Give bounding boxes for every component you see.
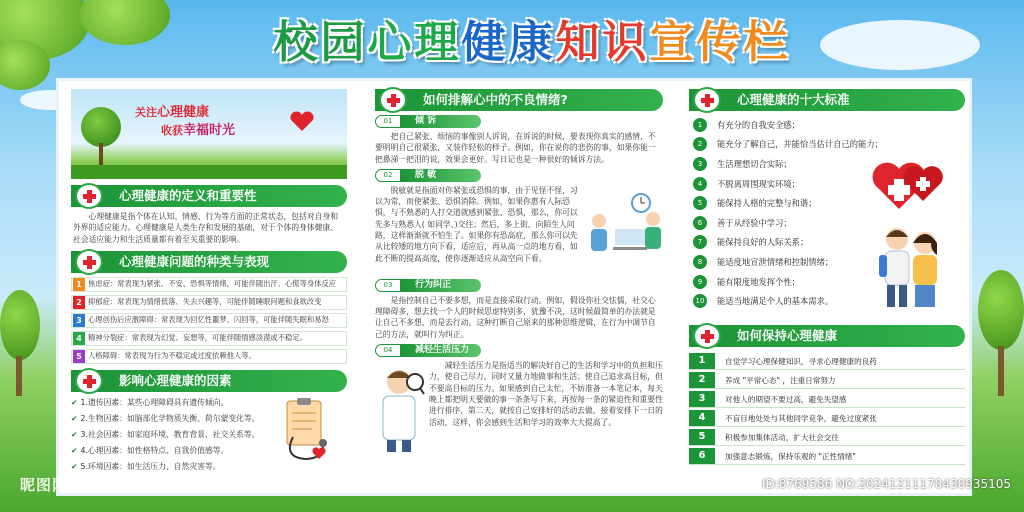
method-heading	[375, 344, 663, 357]
standard-text: 能有限度地发挥个性；	[717, 276, 800, 287]
tree	[978, 270, 1024, 400]
medical-cross-icon	[379, 87, 407, 113]
image-id-text: ID:8769586 NO:20241211170430935105	[762, 477, 1012, 491]
problem-type-text: 焦虑症：常表现为紧张、不安、恐惧等情绪，可能伴随出汗、心慌等身体反应	[88, 279, 337, 289]
method-text: 是指控制自己不要多想，而是直接采取行动。例如，假设你社交怯懦，社交心理障碍多，想去找一个人的时候思虑特别多，犹豫不决，这时候最简单的办法就是让自己不多想，而是去行动。这种打断自己原来的那种思维逻辑，在行为中调节自己的方法，就叫行为纠正。	[375, 295, 656, 339]
title-part-4: 知识	[555, 17, 650, 68]
problem-type-text: 抑郁症：常表现为情绪低落、失去兴趣等，可能伴随睡眠问题和食欲改变	[88, 297, 322, 307]
keep-healthy-item	[689, 353, 965, 370]
standard-item	[689, 135, 965, 155]
title-part-5: 宣传栏	[649, 17, 791, 68]
red-hearts-icon	[869, 153, 949, 213]
factor-area	[71, 395, 347, 475]
content-board	[56, 78, 972, 496]
column-left	[71, 89, 347, 475]
method-label: 减轻生活压力	[401, 344, 481, 357]
method-label: 倾 诉	[401, 115, 481, 128]
check-icon: ✔	[71, 461, 78, 471]
problem-type-text: 心理创伤后应激障碍：常表现为回忆性噩梦、闪回等，可能伴随失眠和易怒	[88, 315, 329, 325]
standard-text: 生活理想切合实际；	[717, 158, 792, 169]
factor-text: 2.生物因素：如脑部化学物质失衡、荷尔蒙变化等。	[80, 413, 260, 423]
method-text: 把自己紧张、烦恼的事像别人诉说，在诉说的时候，要表现你真实的感情，不要明明自己很紧张，又装作轻松的样子。例如，你在说你的悲伤的事，如果你能一把鼻涕一把泪的说，效果会更好。写日记也是一种很好的倾诉方法。	[375, 132, 656, 164]
problem-type-number: 1	[73, 278, 85, 291]
standard-number: 3	[693, 157, 707, 171]
method-heading	[375, 279, 663, 292]
problem-type-item	[71, 295, 347, 310]
problem-type-item	[71, 277, 347, 292]
keep-healthy-item	[689, 410, 965, 427]
poster-title	[212, 8, 852, 68]
emotion-method	[375, 169, 663, 275]
keep-healthy-text: 自觉学习心理保健知识，寻求心理健康的良药	[725, 356, 877, 366]
problem-type-number: 5	[73, 350, 85, 363]
keep-healthy-text: 对他人的期望不要过高，避免失望感	[725, 394, 847, 404]
emotion-method	[375, 279, 663, 340]
leaves-decoration	[80, 0, 170, 45]
standard-text: 能适度地宣泄情绪和控制情绪；	[717, 256, 834, 267]
banner-image	[71, 89, 347, 179]
keep-healthy-text: 养成 "平常心态" ，注重日常努力	[725, 375, 836, 385]
title-part-2: 心理	[367, 17, 462, 68]
emotion-method	[375, 344, 663, 428]
method-number: 02	[375, 169, 401, 182]
emotion-method	[375, 115, 663, 165]
factor-text: 4.心理因素：如性格特点、自我价值感等。	[80, 445, 229, 455]
heart-tree-icon	[81, 107, 121, 147]
watermark: 昵图网 www.nipic.com	[20, 476, 215, 494]
keep-healthy-number: 5	[689, 429, 715, 445]
standard-text: 能充分了解自己，并能恰当估计自己的能力；	[717, 139, 883, 150]
keep-healthy-number: 2	[689, 372, 715, 388]
keep-healthy-text: 积极参加集体活动，扩大社会交往	[725, 432, 839, 442]
problem-type-item	[71, 349, 347, 364]
method-label: 行为纠正	[401, 279, 481, 292]
column-right	[689, 89, 965, 467]
standard-number: 9	[693, 275, 707, 289]
factor-text: 1.遗传因素：某些心理障碍具有遗传倾向。	[80, 397, 229, 407]
section-heading-factors: 影响心理健康的因素	[71, 370, 347, 392]
problem-type-number: 4	[73, 332, 85, 345]
problem-type-item	[71, 313, 347, 328]
standard-number: 2	[693, 137, 707, 151]
emotion-methods	[375, 115, 663, 428]
standard-number: 6	[693, 216, 707, 230]
section-heading-emotions: 如何排解心中的不良情绪?	[375, 89, 663, 111]
standard-number: 4	[693, 177, 707, 191]
problem-type-number: 3	[73, 314, 85, 327]
standard-text: 能保持人格的完整与和谐；	[717, 198, 817, 209]
keep-healthy-item	[689, 429, 965, 446]
standard-text: 有充分的自我安全感；	[717, 119, 800, 130]
keep-healthy-number: 6	[689, 448, 715, 464]
method-label: 脱 敏	[401, 169, 481, 182]
students-illustration	[873, 223, 949, 309]
keep-healthy-number: 1	[689, 353, 715, 369]
keep-healthy-item	[689, 372, 965, 389]
problem-type-text: 精神分裂症：常表现为幻觉、妄想等，可能伴随情感淡漠或不稳定。	[88, 333, 307, 343]
check-icon: ✔	[71, 413, 78, 423]
standard-number: 1	[693, 118, 707, 132]
standard-text: 能适当地满足个人的基本需求。	[717, 296, 834, 307]
section-heading-problem-types: 心理健康问题的种类与表现	[71, 251, 347, 273]
factor-text: 5.环境因素：如生活压力、自然灾害等。	[80, 461, 221, 471]
standard-number: 8	[693, 255, 707, 269]
method-heading	[375, 115, 663, 128]
method-text: 脱敏就是指面对你紧张或恐惧的事，由于见怪不怪，习以为常，而使紧张、恐惧消除。例如，如果你惠有人际恐惧，与不熟悉的人打交道就感到紧张、恐惧，那么，你可以先多与熟悉人( 如同学、)交往；然后，多上街，向陌生人问路，这样渐渐就不怕生了。如果你有恐高症，那么你可以先从比较矮的地方向下看，适应后，再从高一点的地方看，如此不断的提高高度，使你逐渐适应从高空向下看。	[375, 185, 578, 263]
standards-area	[689, 115, 965, 311]
doctor-illustration	[375, 364, 425, 454]
title-part-1: 校园	[273, 17, 368, 68]
problem-type-text: 人格障碍：常表现为行为不稳定或过度依赖他人等。	[88, 351, 256, 361]
banner-line-1: 关注心理健康	[135, 105, 210, 120]
section-heading-ten-standards: 心理健康的十大标准	[689, 89, 965, 111]
keep-healthy-list	[689, 353, 965, 465]
standard-item	[689, 115, 965, 135]
keep-healthy-text: 加强意志锻炼，保持乐观的 "正性情绪"	[725, 451, 856, 461]
section-heading-keep-healthy: 如何保持心理健康	[689, 325, 965, 347]
heart-balloon-icon	[289, 111, 315, 133]
standard-number: 10	[693, 294, 707, 308]
leaves-decoration	[0, 40, 50, 90]
counseling-illustration	[583, 191, 663, 271]
medical-cross-icon	[693, 323, 721, 349]
banner-line-2: 收获幸福时光	[161, 123, 236, 138]
column-middle	[375, 89, 663, 428]
method-number: 04	[375, 344, 401, 357]
keep-healthy-number: 4	[689, 410, 715, 426]
keep-healthy-item	[689, 391, 965, 408]
problem-type-number: 2	[73, 296, 85, 309]
problem-type-list	[71, 277, 347, 364]
medical-cross-icon	[75, 368, 103, 394]
title-part-3: 健康	[461, 17, 556, 68]
method-number: 03	[375, 279, 401, 292]
medical-cross-icon	[75, 183, 103, 209]
standard-text: 能保持良好的人际关系；	[717, 237, 809, 248]
standard-text: 不脱离周围现实环境；	[717, 178, 800, 189]
method-number: 01	[375, 115, 401, 128]
clipboard-stethoscope-icon	[279, 397, 335, 465]
medical-cross-icon	[75, 249, 103, 275]
standard-text: 善于从经验中学习；	[717, 217, 792, 228]
method-heading	[375, 169, 663, 182]
check-icon: ✔	[71, 429, 78, 439]
section-heading-definition: 心理健康的定义和重要性	[71, 185, 347, 207]
factor-text: 3.社会因素：如家庭环境、教育背景、社交关系等。	[80, 429, 260, 439]
keep-healthy-number: 3	[689, 391, 715, 407]
standard-number: 7	[693, 235, 707, 249]
definition-text: 心理健康是指个体在认知、情感、行为等方面的正常状态，包括对自身和外界的适应能力。心理健康是人类生存和发展的基础，对于个体的身体健康、社会适应能力和生活质量都有着至关重要的影响。	[73, 212, 339, 244]
problem-type-item	[71, 331, 347, 346]
check-icon: ✔	[71, 397, 78, 407]
check-icon: ✔	[71, 445, 78, 455]
tree	[0, 290, 40, 400]
medical-cross-icon	[693, 87, 721, 113]
standard-number: 5	[693, 196, 707, 210]
keep-healthy-item	[689, 448, 965, 465]
method-text: 减轻生活压力是指适当的解决好自己的生活和学习中的负担和压力，使自己尽力，同时又量力地做事和生活；使自己追求高目标，但不要高目标的压力。如果感到自己太忙，不妨准备一本笔记本，每天晚上都把明天要做的事一条条写下来，再按每一条的紧迫性和重要性进行排序，第二天，就按自己安排好的活动去做，接着安排下一日的活动，这样，你会感到生活和学习的效率大大提高了。	[429, 361, 663, 427]
keep-healthy-text: 不盲目地处处与其他同学竞争，避免过度紧张	[725, 413, 877, 423]
